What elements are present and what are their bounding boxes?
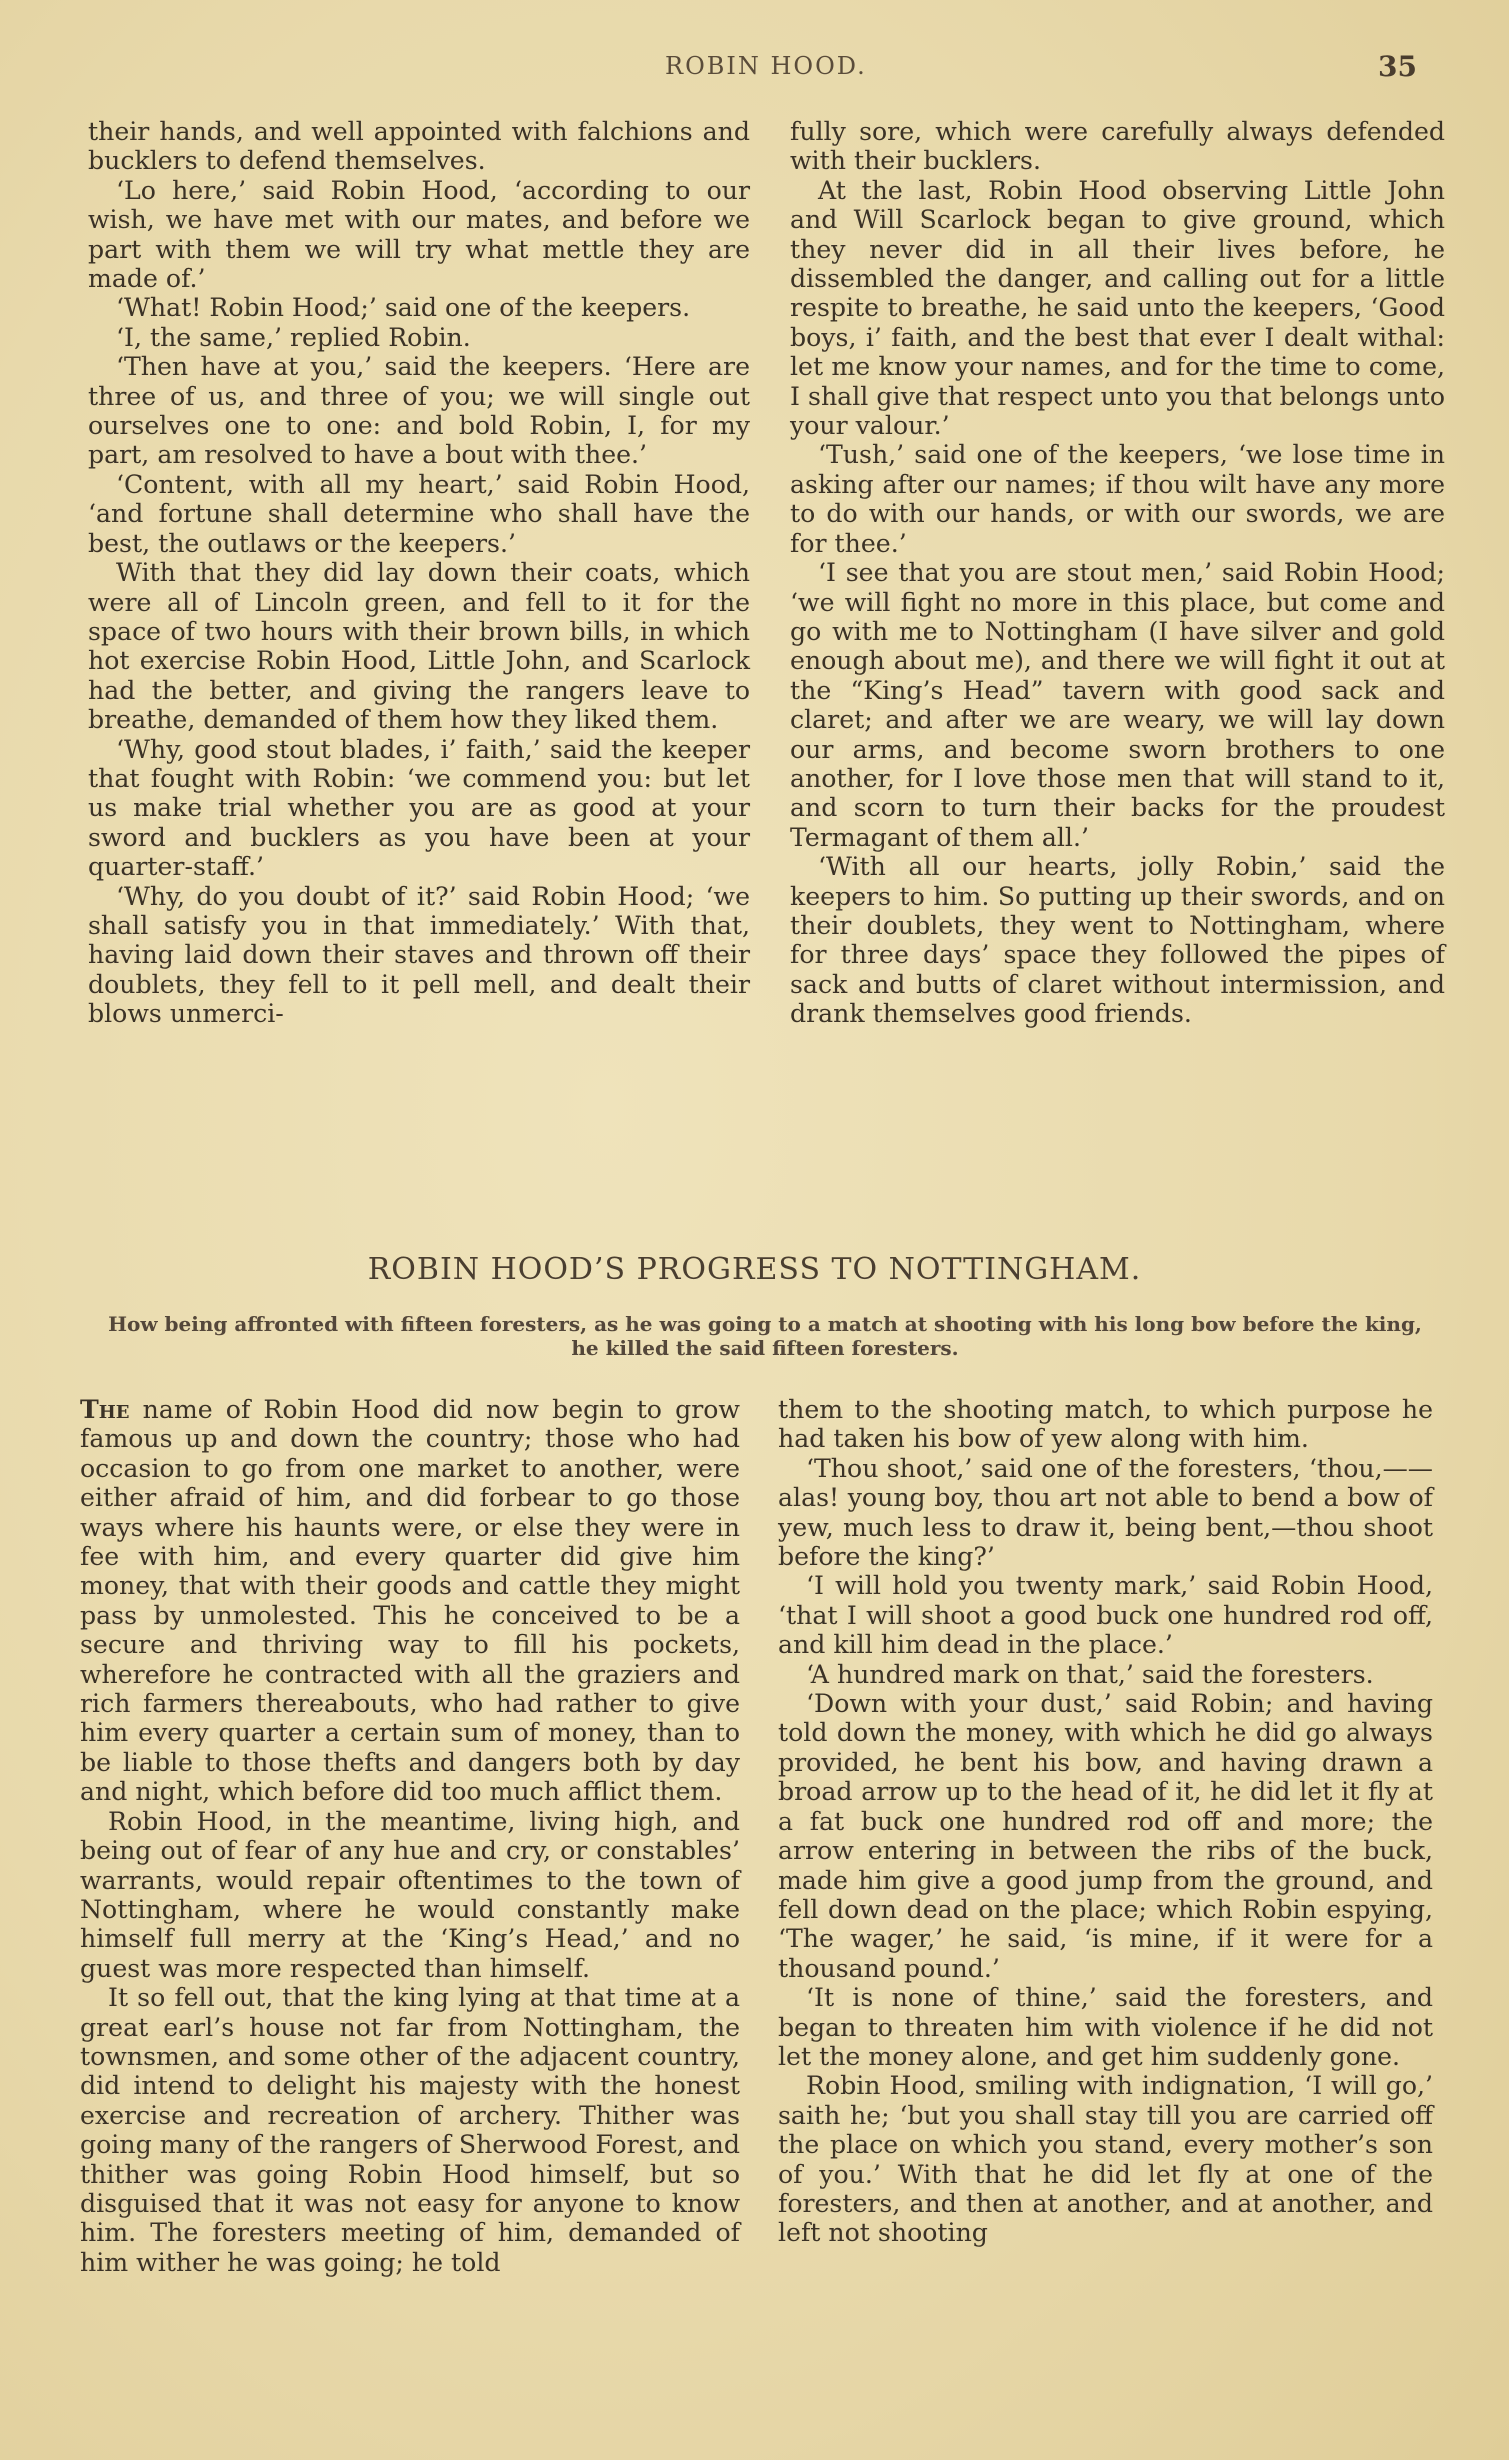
running-head: ROBIN HOOD.: [665, 52, 867, 80]
paragraph: ‘Tush,’ said one of the keepers, ‘we lose time in asking after our names; if thou wilt have any more to do with our hands, or with our swords, we are for thee.’: [790, 440, 1445, 558]
paragraph: ‘Down with your dust,’ said Robin; and having told down the money, with which he did go always provided, he bent his bow, and having drawn a broad arrow up to the head of it, he did let it fly at a fat buck one hundred rod off and more; the arrow entering in between the ribs of the buck, made him give a good jump from the ground, and fell down dead on the place; which Robin espying, ‘The wager,’ he said, ‘is mine, if it were for a thousand pound.’: [778, 1689, 1433, 1983]
paragraph: fully sore, which were carefully always defended with their bucklers.: [790, 117, 1445, 176]
paragraph: ‘I, the same,’ replied Robin.: [116, 322, 471, 352]
page-number: 35: [1378, 50, 1417, 83]
chapter-subtitle: How being affronted with fifteen foresters, as he was going to a match at shooting with his long bow before the king, he killed the said fifteen foresters.: [108, 1312, 1422, 1360]
paragraph: At the last, Robin Hood observing Little John and Will Scarlock began to give ground, which they never did in all their lives before, he dissembled the danger, and calling out for a little respite to breathe, he said unto the keepers, ‘Good boys, i’ faith, and the best that ever I dealt withal: let me know your names, and for the time to come, I shall give that respect unto you that belongs unto your valour.’: [790, 175, 1445, 441]
paragraph: ‘Content, with all my heart,’ said Robin Hood, ‘and fortune shall determine who shall have the best, the outlaws or the keepers.’: [88, 469, 750, 558]
paragraph: It so fell out, that the king lying at that time at a great earl’s house not far from Nottingham, the townsmen, and some other of the adjacent country, did intend to delight his majesty with the honest exercise and recreation of archery. Thither was going many of the rangers of Sherwood Forest, and thither was going Robin Hood himself, but so disguised that it was not easy for anyone to know him. The foresters meeting of him, demanded of him wither he was going; he told: [80, 1983, 740, 2277]
paragraph: them to the shooting match, to which purpose he had taken his bow of yew along with him.: [778, 1395, 1433, 1454]
paragraph: ‘Why, good stout blades, i’ faith,’ said the keeper that fought with Robin: ‘we commend you: but let us make trial whether you are as good at your sword and bucklers as you have been at your quarter-staff.’: [88, 734, 750, 882]
paragraph: Robin Hood, in the meantime, living high, and being out of fear of any hue and cry, or constables’ warrants, would repair oftentimes to the town of Nottingham, where he would constantly make himself full merry at the ‘King’s Head,’ and no guest was more respected than himself.: [80, 1806, 740, 1983]
top-right-column: [790, 117, 1445, 1029]
top-left-column: [88, 117, 750, 1029]
paragraph: ‘Why, do you doubt of it?’ said Robin Hood; ‘we shall satisfy you in that immediately.’ With that, having laid down their staves and thrown off their doublets, they fell to it pell mell, and dealt their blows unmerci-: [88, 881, 750, 1029]
paragraph: ‘Lo here,’ said Robin Hood, ‘according to our wish, we have met with our mates, and before we part with them we will try what mettle they are made of.’: [88, 175, 750, 294]
opening-word: The: [80, 1394, 130, 1424]
paragraph: ‘Then have at you,’ said the keepers. ‘Here are three of us, and three of you; we will single out ourselves one to one: and bold Robin, I, for my part, am resolved to have a bout with thee.’: [88, 352, 750, 470]
paragraph: ‘With all our hearts, jolly Robin,’ said the keepers to him. So putting up their swords, and on their doublets, they went to Nottingham, where for three days’ space they followed the pipes of sack and butts of claret without intermission, and drank themselves good friends.: [790, 852, 1445, 1029]
bottom-left-column: [80, 1395, 740, 2277]
paragraph: ‘What! Robin Hood;’ said one of the keepers.: [116, 293, 691, 323]
paragraph: Robin Hood, smiling with indignation, ‘I will go,’ saith he; ‘but you shall stay till you are carried off the place on which you stand, every mother’s son of you.’ With that he did let fly at one of the foresters, and then at another, and at another, and left not shooting: [778, 2071, 1433, 2248]
paragraph: ‘I see that you are stout men,’ said Robin Hood; ‘we will fight no more in this place, but come and go with me to Nottingham (I have silver and gold enough about me), and there we will fight it out at the “King’s Head” tavern with good sack and claret; and after we are weary, we will lay down our arms, and become sworn brothers to one another, for I love those men that will stand to it, and scorn to turn their backs for the proudest Termagant of them all.’: [790, 558, 1445, 852]
paragraph: their hands, and well appointed with falchions and bucklers to defend themselves.: [88, 117, 750, 176]
opening-paragraph: [80, 1395, 740, 1807]
paragraph: ‘Thou shoot,’ said one of the foresters, ‘thou,—— alas! young boy, thou art not able to bend a bow of yew, much less to draw it, being bent,—thou shoot before the king?’: [778, 1453, 1433, 1572]
chapter-title: ROBIN HOOD’S PROGRESS TO NOTTINGHAM.: [367, 1252, 1142, 1287]
paragraph: ‘I will hold you twenty mark,’ said Robin Hood, ‘that I will shoot a good buck one hundred rod off, and kill him dead in the place.’: [778, 1571, 1433, 1660]
paragraph: With that they did lay down their coats, which were all of Lincoln green, and fell to it for the space of two hours with their brown bills, in which hot exercise Robin Hood, Little John, and Scarlock had the better, and giving the rangers leave to breathe, demanded of them how they liked them.: [88, 558, 750, 735]
paragraph: ‘It is none of thine,’ said the foresters, and began to threaten him with violence if he did not let the money alone, and get him suddenly gone.: [778, 1983, 1433, 2071]
paragraph: ‘A hundred mark on that,’ said the foresters.: [806, 1659, 1374, 1689]
bottom-right-column: [778, 1395, 1433, 2248]
opening-text: name of Robin Hood did now begin to grow famous up and down the country; those who had occasion to go from one market to another, were either afraid of him, and did forbear to go those ways where his haunts were, or else they were in fee with him, and every quarter did give him money, that with their goods and cattle they might pass by unmolested. This he conceived to be a secure and thriving way to fill his pockets, wherefore he contracted with all the graziers and rich farmers thereabouts, who had rather to give him every quarter a certain sum of money, than to be liable to those thefts and dangers both by day and night, which before did too much afflict them.: [80, 1395, 740, 1807]
